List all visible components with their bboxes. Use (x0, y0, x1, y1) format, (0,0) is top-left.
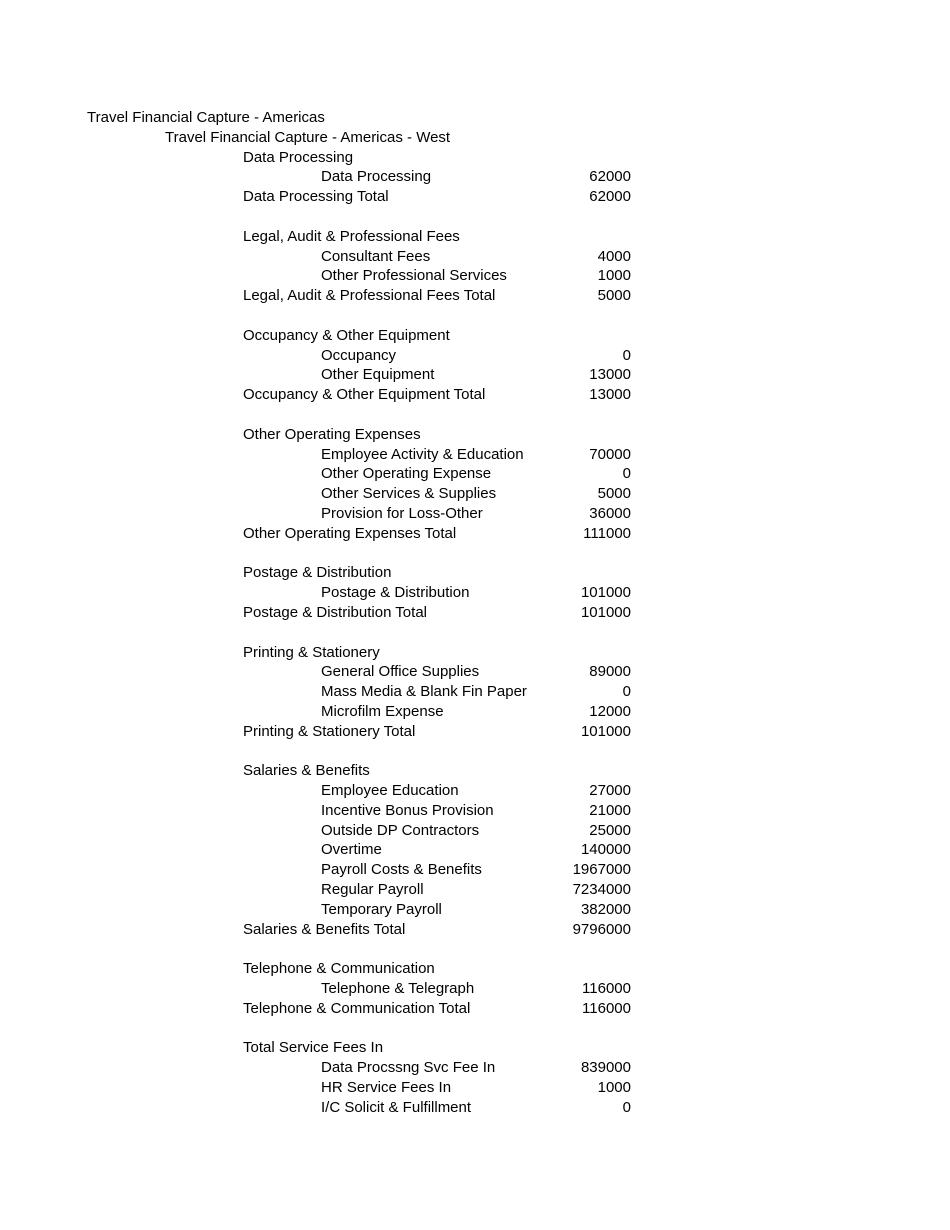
spacer-row (0, 207, 950, 227)
group-header: Occupancy & Other Equipment (243, 326, 450, 344)
line-item-row (0, 1098, 950, 1118)
line-item-value: 0 (622, 1098, 631, 1116)
spacer-row (0, 544, 950, 564)
group-total-value: 111000 (583, 524, 631, 542)
line-item-value: 89000 (589, 663, 631, 681)
group-header: Other Operating Expenses (243, 425, 421, 443)
line-item-row (0, 821, 950, 841)
line-item-row (0, 365, 950, 385)
line-item-row (0, 583, 950, 603)
report-title: Travel Financial Capture - Americas (87, 109, 325, 126)
line-item-value: 21000 (589, 801, 631, 819)
line-item-value: 382000 (580, 900, 631, 918)
group-total-row (0, 187, 950, 207)
group-header: Printing & Stationery (243, 643, 380, 661)
group-total-row (0, 524, 950, 544)
line-item-label: Payroll Costs & Benefits (321, 861, 482, 879)
line-item-value: 116000 (582, 980, 631, 998)
group-header: Data Processing (243, 148, 354, 166)
group-total-value: 13000 (589, 386, 631, 404)
group-header-row (0, 563, 950, 583)
line-item-label: Data Procssng Svc Fee In (321, 1059, 496, 1077)
line-item-value: 839000 (580, 1059, 631, 1077)
group-total-label: Data Processing Total (243, 188, 389, 206)
line-item-value: 140000 (580, 841, 631, 859)
line-item-value: 7234000 (572, 881, 631, 899)
line-item-row (0, 167, 950, 187)
line-item-label: Occupancy (321, 346, 397, 364)
line-item-value: 25000 (589, 821, 631, 839)
group-total-value: 101000 (580, 722, 631, 740)
line-item-label: Telephone & Telegraph (321, 980, 475, 998)
line-item-value: 1967000 (572, 861, 631, 879)
line-item-value: 27000 (589, 782, 631, 800)
line-item-label: HR Service Fees In (321, 1079, 452, 1097)
group-total-row (0, 286, 950, 306)
line-item-row (0, 979, 950, 999)
line-item-label: Data Processing (321, 168, 432, 186)
line-item-row (0, 662, 950, 682)
line-item-label: Incentive Bonus Provision (321, 801, 494, 819)
spacer-row (0, 1019, 950, 1039)
line-item-value: 4000 (597, 247, 631, 265)
group-total-row (0, 385, 950, 405)
line-item-value: 0 (622, 683, 631, 701)
group-header: Telephone & Communication (243, 960, 435, 978)
line-item-row (0, 860, 950, 880)
line-item-value: 101000 (580, 584, 631, 602)
line-item-value: 5000 (597, 485, 631, 503)
report-subtitle: Travel Financial Capture - Americas - West (165, 128, 451, 146)
spacer-row (0, 306, 950, 326)
line-item-row (0, 504, 950, 524)
report-sheet (0, 108, 950, 1118)
line-item-row (0, 247, 950, 267)
line-item-row (0, 266, 950, 286)
line-item-row (0, 682, 950, 702)
line-item-label: Microfilm Expense (321, 702, 444, 720)
line-item-label: Other Equipment (321, 366, 435, 384)
line-item-row (0, 801, 950, 821)
line-item-value: 1000 (597, 267, 631, 285)
group-total-value: 9796000 (572, 920, 631, 938)
group-total-value: 101000 (580, 603, 631, 621)
line-item-row (0, 840, 950, 860)
group-header-row (0, 643, 950, 663)
group-total-label: Printing & Stationery Total (243, 722, 416, 740)
line-item-label: Other Operating Expense (321, 465, 492, 483)
line-item-row (0, 900, 950, 920)
line-item-row (0, 781, 950, 801)
group-header: Salaries & Benefits (243, 762, 370, 780)
group-header-row (0, 761, 950, 781)
line-item-label: Regular Payroll (321, 881, 424, 899)
line-item-label: Overtime (321, 841, 382, 859)
line-item-row (0, 346, 950, 366)
group-header: Total Service Fees In (243, 1039, 384, 1057)
line-item-value: 0 (622, 346, 631, 364)
group-total-row (0, 603, 950, 623)
group-header-row (0, 326, 950, 346)
line-item-label: Employee Education (321, 782, 459, 800)
line-item-label: I/C Solicit & Fulfillment (321, 1098, 472, 1116)
group-total-value: 116000 (582, 999, 631, 1017)
group-total-row (0, 999, 950, 1019)
group-header-row (0, 227, 950, 247)
group-total-value: 62000 (589, 188, 631, 206)
group-total-label: Postage & Distribution Total (243, 603, 427, 621)
line-item-row (0, 1058, 950, 1078)
line-item-label: Provision for Loss-Other (321, 504, 483, 522)
group-total-label: Telephone & Communication Total (243, 999, 471, 1017)
group-header-row (0, 148, 950, 168)
report-subtitle-row (0, 128, 950, 148)
line-item-label: Other Services & Supplies (321, 485, 497, 503)
group-header-row (0, 425, 950, 445)
report-title-row (0, 108, 950, 128)
line-item-row (0, 702, 950, 722)
line-item-label: Mass Media & Blank Fin Paper (321, 683, 527, 701)
group-total-label: Salaries & Benefits Total (243, 920, 406, 938)
line-item-value: 13000 (589, 366, 631, 384)
group-total-row (0, 722, 950, 742)
line-item-value: 36000 (589, 504, 631, 522)
line-item-label: Consultant Fees (321, 247, 431, 265)
line-item-value: 12000 (589, 702, 631, 720)
line-item-value: 1000 (597, 1079, 631, 1097)
line-item-row (0, 484, 950, 504)
line-item-label: Temporary Payroll (321, 900, 442, 918)
spacer-row (0, 939, 950, 959)
line-item-value: 62000 (589, 168, 631, 186)
spacer-row (0, 405, 950, 425)
group-header: Postage & Distribution (243, 564, 392, 582)
line-item-label: Other Professional Services (321, 267, 507, 285)
group-total-label: Occupancy & Other Equipment Total (243, 386, 486, 404)
line-item-label: Outside DP Contractors (321, 821, 480, 839)
group-total-label: Legal, Audit & Professional Fees Total (243, 287, 496, 305)
line-item-label: General Office Supplies (321, 663, 480, 681)
group-total-value: 5000 (597, 287, 631, 305)
spacer-row (0, 742, 950, 762)
line-item-label: Employee Activity & Education (321, 445, 524, 463)
line-item-value: 70000 (589, 445, 631, 463)
line-item-label: Postage & Distribution (321, 584, 470, 602)
group-total-label: Other Operating Expenses Total (243, 524, 457, 542)
line-item-row (0, 464, 950, 484)
group-header: Legal, Audit & Professional Fees (243, 227, 460, 245)
spacer-row (0, 623, 950, 643)
expense-groups (0, 148, 950, 1118)
line-item-row (0, 1078, 950, 1098)
line-item-value: 0 (622, 465, 631, 483)
group-total-row (0, 920, 950, 940)
group-header-row (0, 959, 950, 979)
line-item-row (0, 880, 950, 900)
group-header-row (0, 1038, 950, 1058)
line-item-row (0, 445, 950, 465)
